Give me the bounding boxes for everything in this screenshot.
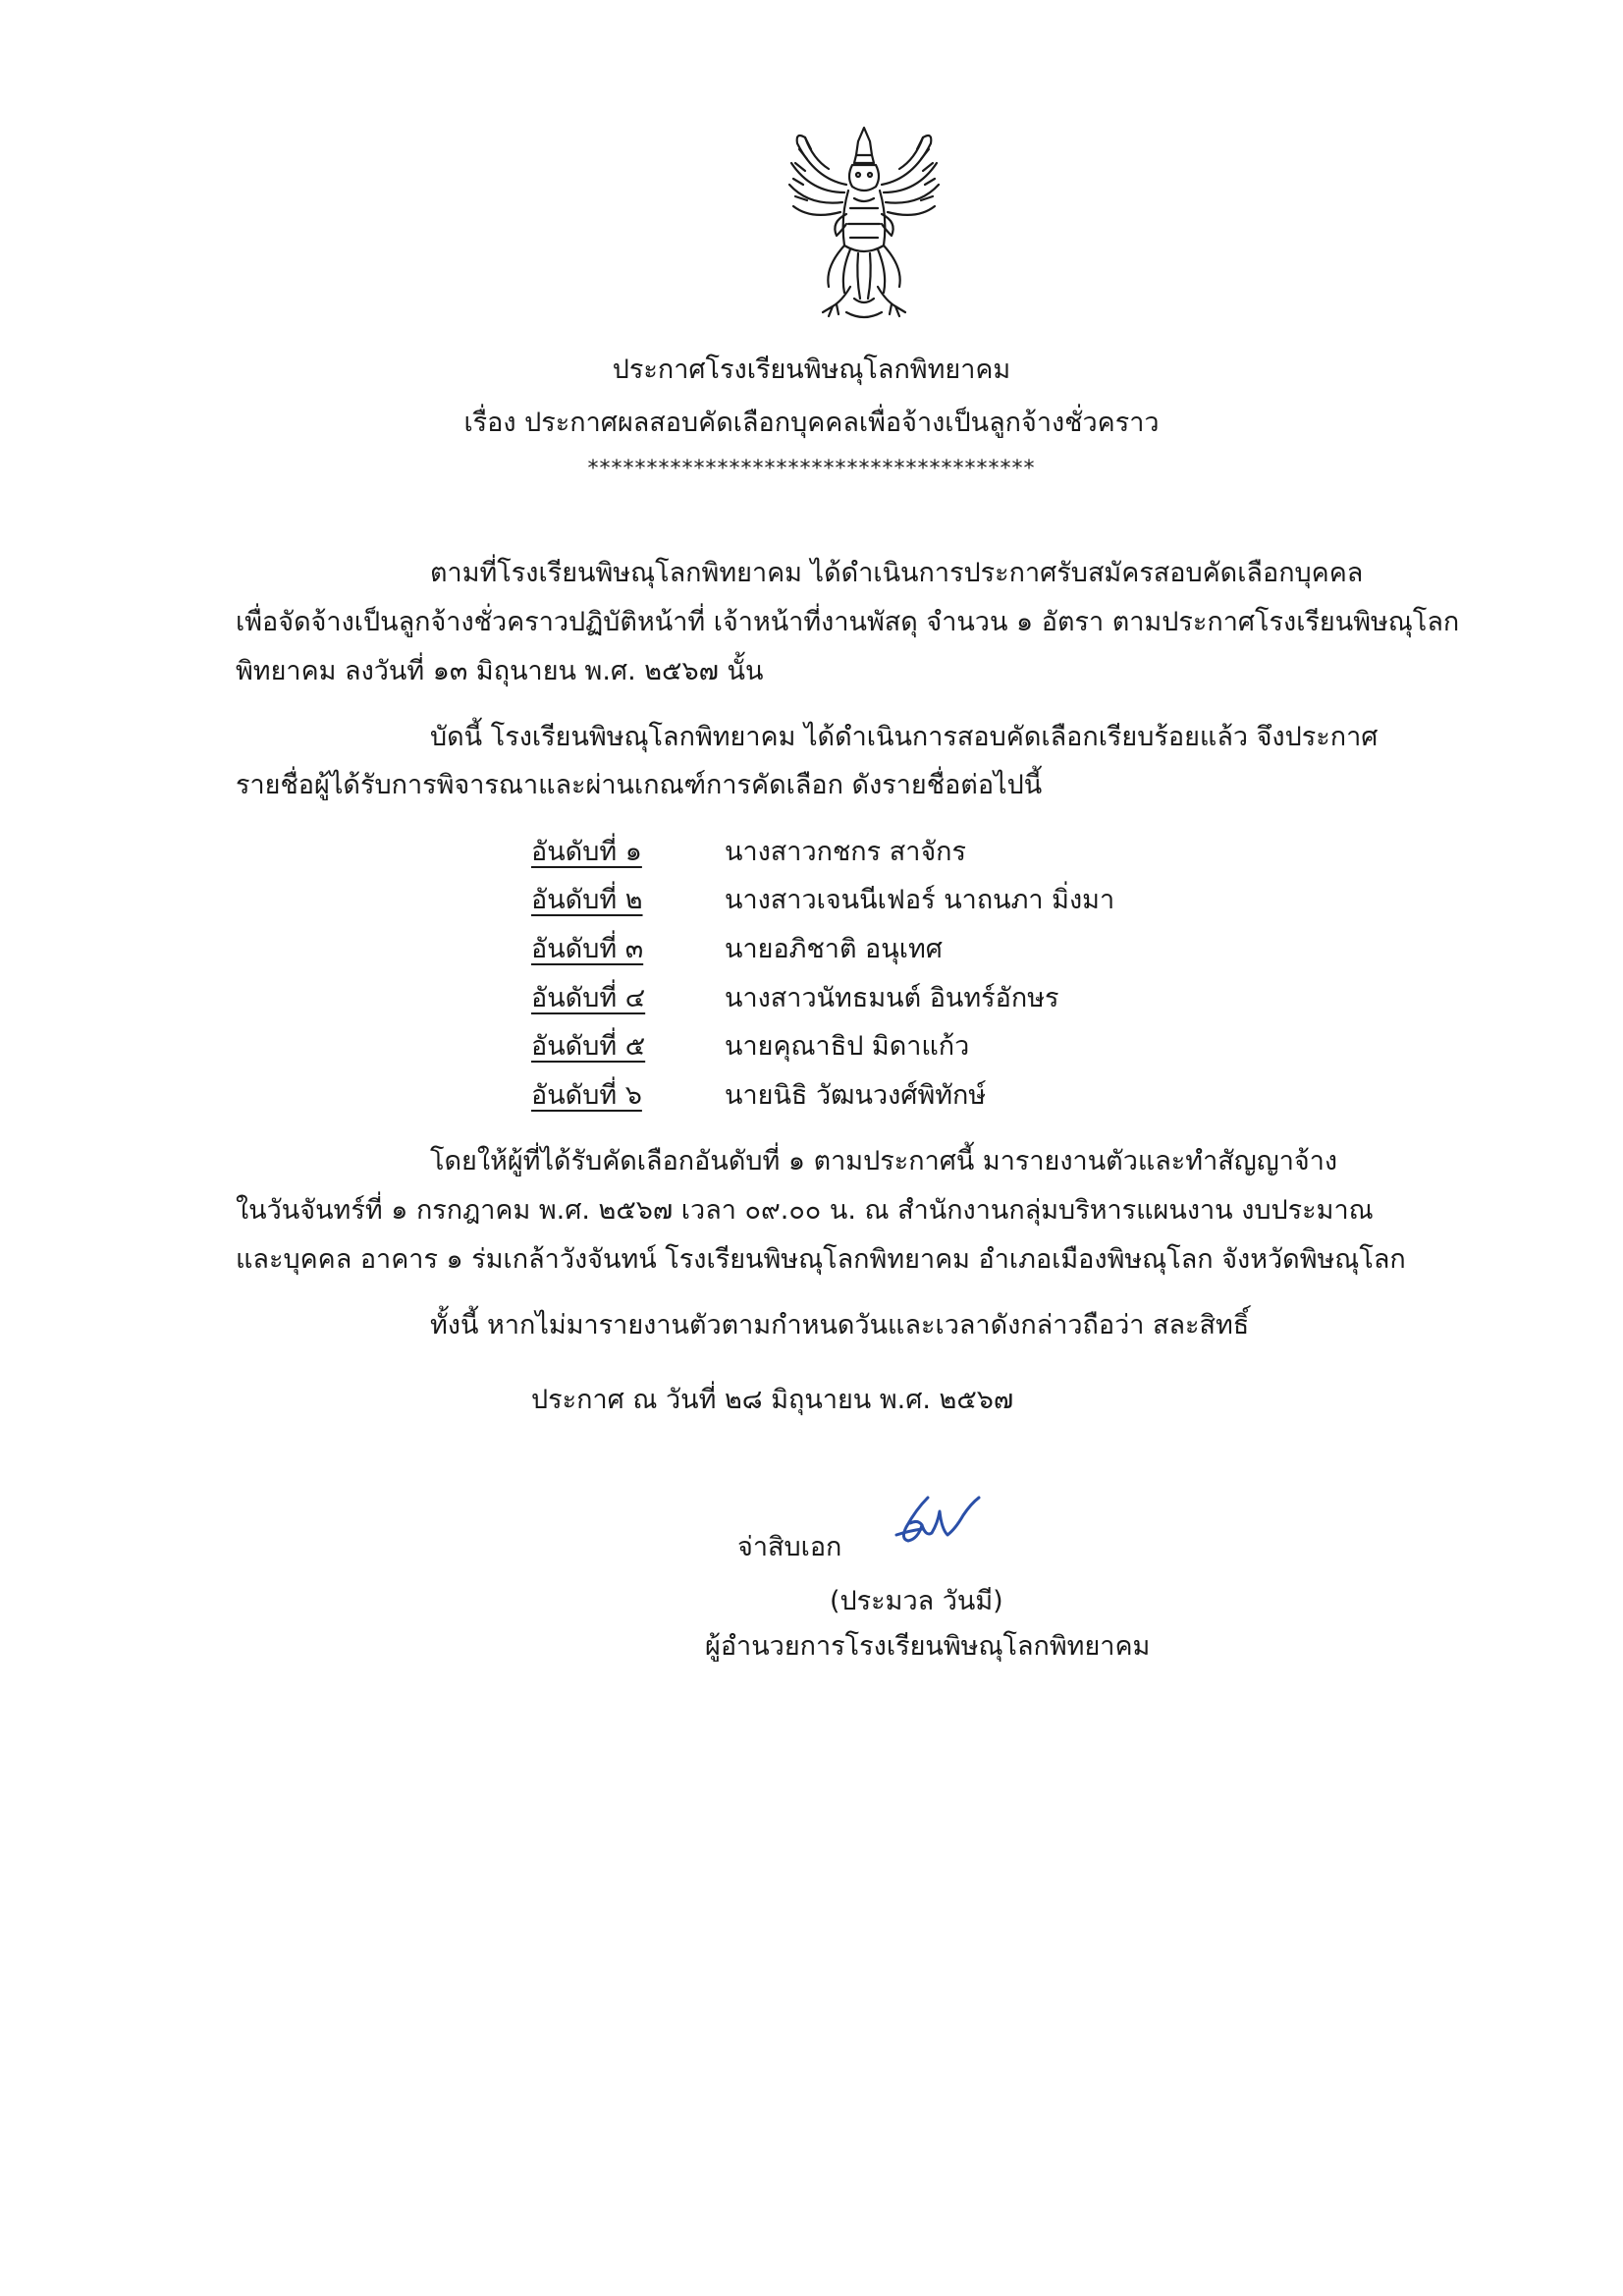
ranking-label: อันดับที่ ๓ [531, 934, 644, 964]
ranking-name: นายนิธิ วัฒนวงศ์พิทักษ์ [725, 1080, 987, 1111]
ranking-label: อันดับที่ ๔ [531, 983, 646, 1013]
signer-position: ผู้อำนวยการโรงเรียนพิษณุโลกพิทยาคม [705, 1631, 1151, 1662]
handwritten-signature-icon [889, 1490, 992, 1558]
ranking-name: นางสาวกชกร สาจักร [725, 837, 967, 867]
ranking-name: นายอภิชาติ อนุเทศ [725, 934, 943, 964]
paragraph1-line3: พิทยาคม ลงวันที่ ๑๓ มิถุนายน พ.ศ. ๒๕๖๗ นั้น [236, 656, 764, 686]
paragraph3-line2: ในวันจันทร์ที่ ๑ กรกฎาคม พ.ศ. ๒๕๖๗ เวลา ๐๙.๐๐ น. ณ สำนักงานกลุ่มบริหารแผนงาน งบประมาณ [236, 1195, 1374, 1226]
paragraph2-line2: รายชื่อผู้ได้รับการพิจารณาและผ่านเกณฑ์การคัดเลือก ดังรายชื่อต่อไปนี้ [236, 770, 1043, 800]
signer-rank: จ่าสิบเอก [737, 1532, 842, 1562]
ranking-name: นางสาวนัทธมนต์ อินทร์อักษร [725, 983, 1059, 1013]
signer-name: (ประมวล วันมี) [830, 1586, 1003, 1616]
ranking-label: อันดับที่ ๖ [531, 1080, 642, 1111]
paragraph2-line1: บัดนี้ โรงเรียนพิษณุโลกพิทยาคม ได้ดำเนินการสอบคัดเลือกเรียบร้อยแล้ว จึงประกาศ [430, 722, 1379, 752]
ranking-name: นางสาวเจนนีเฟอร์ นาถนภา มิ่งมา [725, 885, 1115, 915]
announce-date: ประกาศ ณ วันที่ ๒๘ มิถุนายน พ.ศ. ๒๕๖๗ [531, 1385, 1014, 1415]
paragraph3-line1: โดยให้ผู้ที่ได้รับคัดเลือกอันดับที่ ๑ ตามประกาศนี้ มารายงานตัวและทำสัญญาจ้าง [430, 1146, 1338, 1176]
ranking-name: นายคุณาธิป มิดาแก้ว [725, 1031, 970, 1062]
announcement-subject: เรื่อง ประกาศผลสอบคัดเลือกบุคคลเพื่อจ้างเป็นลูกจ้างชั่วคราว [463, 408, 1160, 438]
announcement-title: ประกาศโรงเรียนพิษณุโลกพิทยาคม [612, 355, 1011, 385]
paragraph4: ทั้งนี้ หากไม่มารายงานตัวตามกำหนดวันและเวลาดังกล่าวถือว่า สละสิทธิ์ [430, 1310, 1250, 1340]
header-separator: ************************************** [587, 457, 1036, 481]
paragraph1-line2: เพื่อจัดจ้างเป็นลูกจ้างชั่วคราวปฏิบัติหน้าที่ เจ้าหน้าที่งานพัสดุ จำนวน ๑ อัตรา ตามประกาศโรงเรียนพิษณุโลก [236, 607, 1460, 637]
ranking-label: อันดับที่ ๒ [531, 885, 643, 915]
paragraph1-line1: ตามที่โรงเรียนพิษณุโลกพิทยาคม ได้ดำเนินการประกาศรับสมัครสอบคัดเลือกบุคคล [430, 558, 1364, 588]
ranking-label: อันดับที่ ๕ [531, 1031, 646, 1062]
garuda-emblem-icon [785, 120, 943, 328]
ranking-label: อันดับที่ ๑ [531, 837, 642, 867]
paragraph3-line3: และบุคคล อาคาร ๑ ร่มเกล้าวังจันทน์ โรงเรียนพิษณุโลกพิทยาคม อำเภอเมืองพิษณุโลก จังหวัดพิษณุโลก [236, 1244, 1406, 1275]
